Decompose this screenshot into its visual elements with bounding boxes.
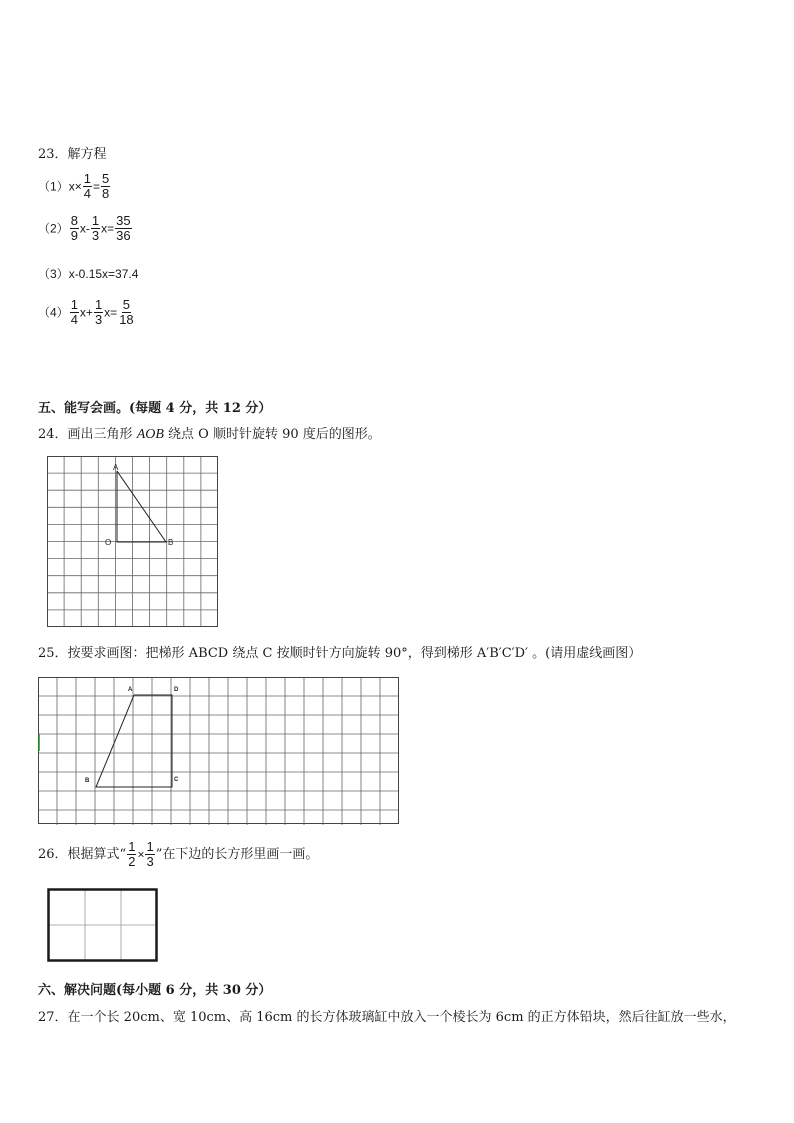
equation-2 bbox=[38, 214, 133, 243]
numerator: 1 bbox=[83, 171, 91, 186]
point-b-label: B bbox=[85, 778, 90, 784]
denominator: 9 bbox=[70, 228, 78, 243]
eq4-x-plus: x+ bbox=[79, 305, 93, 320]
q24-pre: 24．画出三角形 bbox=[38, 427, 137, 442]
fraction-8-9 bbox=[70, 214, 79, 243]
numerator: 1 bbox=[128, 839, 136, 854]
fraction-5-8 bbox=[101, 172, 110, 201]
denominator: 4 bbox=[83, 186, 91, 201]
fraction-5-18 bbox=[118, 298, 134, 327]
fraction-1-4 bbox=[70, 298, 79, 327]
fraction-1-3 bbox=[94, 298, 103, 327]
denominator: 3 bbox=[146, 854, 154, 869]
q24-triangle-name: AOB bbox=[136, 427, 164, 442]
numerator: 5 bbox=[122, 297, 131, 312]
fraction-1-2 bbox=[127, 840, 136, 869]
times-sign: × bbox=[137, 847, 145, 862]
numerator: 5 bbox=[101, 171, 110, 186]
numerator: 1 bbox=[70, 297, 78, 312]
q25-grid-figure bbox=[38, 677, 400, 825]
denominator: 3 bbox=[91, 228, 100, 243]
denominator: 8 bbox=[101, 186, 110, 201]
eq2-x-equals: x= bbox=[101, 221, 115, 236]
q25-prompt: 25．按要求画图：把梯形 ABCD 绕点 C 按顺时针方向旋转 90°，得到梯形 A′B′C′D′ 。(请用虚线画图） bbox=[38, 646, 642, 661]
equation-2-label: （2） bbox=[38, 221, 69, 236]
q24-grid-figure bbox=[47, 456, 219, 628]
q26-rectangle bbox=[47, 888, 158, 962]
equation-3-label: （3） bbox=[38, 267, 69, 281]
equation-1-label: （1） bbox=[38, 179, 69, 194]
fraction-1-3 bbox=[145, 840, 154, 869]
equals-sign: = bbox=[92, 179, 100, 194]
denominator: 2 bbox=[128, 854, 136, 869]
q25-grid-border bbox=[39, 678, 399, 824]
denominator: 3 bbox=[94, 312, 103, 327]
q27-prompt: 27．在一个长 20cm、宽 10cm、高 16cm 的长方体玻璃缸中放入一个棱长为 6cm 的正方体铅块，然后往缸放一些水， bbox=[38, 1010, 736, 1025]
q26-prompt bbox=[38, 840, 318, 869]
fraction-35-36 bbox=[115, 214, 131, 243]
eq2-x-minus: x- bbox=[79, 221, 90, 236]
triangle-aob bbox=[117, 471, 166, 542]
fraction-1-4 bbox=[83, 172, 92, 201]
point-b-label: B bbox=[168, 538, 174, 547]
section-6-heading: 六、解决问题(每小题 6 分，共 30 分） bbox=[38, 983, 272, 998]
equation-4-label: （4） bbox=[38, 305, 69, 320]
point-o-label: O bbox=[105, 538, 112, 547]
q26-pre: 26．根据算式“ bbox=[38, 847, 127, 862]
eq1-x-times: x× bbox=[68, 179, 82, 194]
fraction-1-3 bbox=[91, 214, 100, 243]
equation-1 bbox=[38, 172, 111, 201]
numerator: 8 bbox=[70, 213, 78, 228]
q24-prompt bbox=[38, 426, 381, 444]
q23-title: 23．解方程 bbox=[38, 147, 107, 162]
numerator: 1 bbox=[94, 297, 103, 312]
point-a-label: A bbox=[113, 463, 119, 472]
denominator: 18 bbox=[119, 312, 134, 327]
eq4-x-equals: x= bbox=[104, 305, 118, 320]
denominator: 36 bbox=[116, 228, 131, 243]
point-c-label: C bbox=[174, 777, 179, 783]
q26-post: ”在下边的长方形里画一画。 bbox=[155, 847, 319, 862]
point-d-label: D bbox=[174, 687, 179, 693]
trapezoid-abcd bbox=[96, 695, 172, 787]
denominator: 4 bbox=[70, 312, 78, 327]
section-5-heading: 五、能写会画。(每题 4 分，共 12 分） bbox=[38, 401, 272, 416]
numerator: 1 bbox=[146, 839, 154, 854]
numerator: 35 bbox=[116, 213, 131, 228]
equation-3-text: x-0.15x=37.4 bbox=[68, 267, 139, 281]
point-a-label: A bbox=[128, 687, 133, 693]
equation-4 bbox=[38, 298, 136, 327]
equation-3 bbox=[38, 265, 138, 284]
q24-post: 绕点 O 顺时针旋转 90 度后的图形。 bbox=[163, 427, 381, 442]
q25-grid bbox=[38, 677, 399, 825]
numerator: 1 bbox=[91, 213, 100, 228]
